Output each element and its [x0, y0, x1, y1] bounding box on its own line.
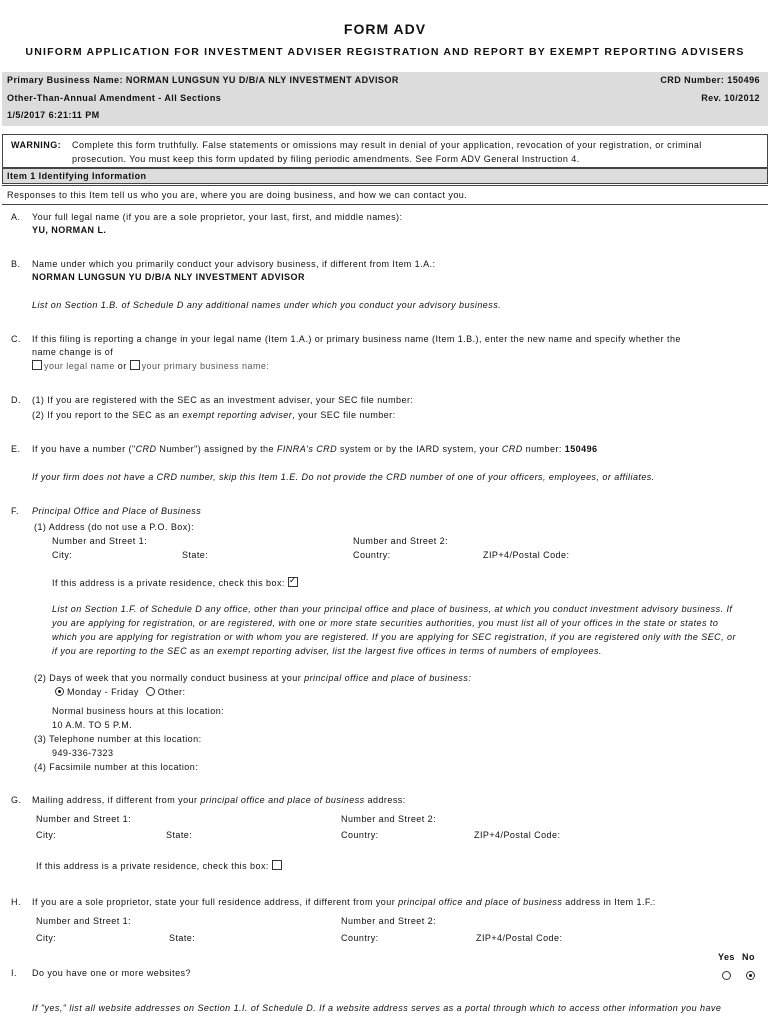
item-c-letter: C.: [11, 334, 21, 344]
business-name-value[interactable]: NORMAN LUNGSUN YU D/B/A NLY INVESTMENT ADVISOR: [32, 272, 305, 282]
item-e-text: number:: [522, 444, 565, 454]
item-e-letter: E.: [11, 444, 21, 454]
warning-label: WARNING:: [11, 140, 62, 150]
item-i-letter: I.: [11, 968, 17, 978]
days-question-text: (2) Days of week that you normally conduct business at your: [34, 673, 305, 683]
legal-name-option-label: your legal name: [44, 361, 115, 371]
item-g-suffix: address:: [364, 795, 406, 805]
item-g-question: [32, 795, 406, 805]
f-list-note-line2: you are applying for registration, or are registered, with one or more state securities authorities, you must list all of your offices in the state or states to: [52, 618, 719, 628]
item-e-text: Number") assigned by the: [156, 444, 277, 454]
item-a-letter: A.: [11, 212, 21, 222]
f-private-residence-label: If this address is a private residence, check this box:: [52, 578, 285, 588]
address-label: (1) Address (do not use a P.O. Box):: [34, 522, 195, 532]
item-a-question: Your full legal name (if you are a sole proprietor, your last, first, and middle names):: [32, 212, 403, 222]
g-country-label: Country:: [341, 830, 379, 840]
f-state-label: State:: [182, 550, 209, 560]
item-h-suffix: address in Item 1.F.:: [562, 897, 656, 907]
primary-business-name: Primary Business Name: NORMAN LUNGSUN YU D/B/A NLY INVESTMENT ADVISOR: [7, 75, 399, 85]
h-city-label: City:: [36, 933, 57, 943]
item-e-italic: CRD: [135, 444, 157, 454]
h-state-label: State:: [169, 933, 196, 943]
days-of-week-question: [34, 673, 471, 683]
item-d-line1: (1) If you are registered with the SEC as an investment adviser, your SEC file number:: [32, 395, 414, 405]
divider: [2, 204, 768, 205]
f-private-residence-checkbox[interactable]: [288, 577, 298, 587]
g-state-label: State:: [166, 830, 193, 840]
item-i-note: If "yes," list all website addresses on Section 1.I. of Schedule D. If a website address serves as a portal through which to access other information you have: [32, 1003, 722, 1013]
revision-label: Rev. 10/2012: [701, 93, 760, 103]
business-name-option-label: your primary business name:: [141, 361, 270, 371]
item-d-line2-suffix: , your SEC file number:: [292, 410, 396, 420]
legal-name-value[interactable]: YU, NORMAN L.: [32, 225, 107, 235]
checkmark-icon: ✓: [288, 575, 297, 585]
monday-friday-label: Monday - Friday: [67, 687, 139, 697]
item-h-text: If you are a sole proprietor, state your full residence address, if different from your: [32, 897, 399, 907]
item-e-note: If your firm does not have a CRD number, skip this Item 1.E. Do not provide the CRD number of one of your officers, employees, or affiliates.: [32, 472, 655, 482]
business-name-checkbox[interactable]: [130, 360, 140, 370]
yes-column-header: Yes: [718, 952, 735, 962]
f-city-label: City:: [52, 550, 73, 560]
item-c-question-line2: name change is of: [32, 347, 114, 357]
legal-name-checkbox[interactable]: [32, 360, 42, 370]
g-private-residence-label: If this address is a private residence, check this box:: [36, 861, 269, 871]
section-intro: Responses to this Item tell us who you are, where you are doing business, and how we can contact you.: [7, 190, 468, 200]
section-title: Item 1 Identifying Information: [7, 171, 147, 181]
other-days-label: Other:: [157, 687, 186, 697]
filing-datetime: 1/5/2017 6:21:11 PM: [7, 110, 100, 120]
item-g-letter: G.: [11, 795, 22, 805]
website-no-radio[interactable]: [746, 971, 758, 981]
warning-text-line1: Complete this form truthfully. False statements or omissions may result in denial of your application, revocation of your registration, or criminal: [72, 140, 702, 150]
g-street2-label: Number and Street 2:: [341, 814, 437, 824]
divider: [2, 185, 768, 186]
g-city-label: City:: [36, 830, 57, 840]
f-list-note-line4: if you are reporting to the SEC as an exempt reporting adviser, list the largest five offices in terms of numbers of employees.: [52, 646, 602, 656]
hours-label: Normal business hours at this location:: [52, 706, 225, 716]
item-h-italic: principal office and place of business: [398, 897, 563, 907]
f-street1-label: Number and Street 1:: [52, 536, 148, 546]
item-e-italic: FINRA's CRD: [276, 444, 338, 454]
item-f-heading: Principal Office and Place of Business: [32, 506, 202, 516]
item-g-text: Mailing address, if different from your: [32, 795, 201, 805]
hours-value[interactable]: 10 A.M. TO 5 P.M.: [52, 720, 133, 730]
h-street1-label: Number and Street 1:: [36, 916, 132, 926]
item-e-question: [32, 444, 598, 454]
item-h-question: [32, 897, 656, 907]
h-country-label: Country:: [341, 933, 379, 943]
item-c-question-line1: If this filing is reporting a change in your legal name (Item 1.A.) or primary business name (Item 1.B.), enter the new name and specify whether the: [32, 334, 681, 344]
g-private-residence: [36, 860, 284, 871]
f-list-note-line3: which you are applying for registration or with whom you are registered. If you are applying for SEC registration, if you are registered only with the SEC, or: [52, 632, 736, 642]
item-f-letter: F.: [11, 506, 19, 516]
f-private-residence: [52, 577, 300, 588]
f-street2-label: Number and Street 2:: [353, 536, 449, 546]
item-d-line2-italic: exempt reporting adviser: [182, 410, 293, 420]
item-h-letter: H.: [11, 897, 21, 907]
warning-text-line2: prosecution. You must keep this form updated by filing periodic amendments. See Form ADV General Instruction 4.: [72, 154, 580, 164]
item-i-question: Do you have one or more websites?: [32, 968, 191, 978]
item-d-line2-text: (2) If you report to the SEC as an: [32, 410, 183, 420]
item-g-italic: principal office and place of business: [200, 795, 365, 805]
g-private-residence-checkbox[interactable]: [272, 860, 282, 870]
f-zip-label: ZIP+4/Postal Code:: [483, 550, 570, 560]
form-subtitle: UNIFORM APPLICATION FOR INVESTMENT ADVISER REGISTRATION AND REPORT BY EXEMPT REPORTING ADVISERS: [25, 46, 745, 58]
days-options: [55, 687, 185, 697]
monday-friday-radio[interactable]: [55, 687, 64, 696]
phone-value[interactable]: 949-336-7323: [52, 748, 114, 758]
item-d-line2: [32, 410, 396, 420]
item-b-note: List on Section 1.B. of Schedule D any additional names under which you conduct your advisory business.: [32, 300, 502, 310]
item-b-question: Name under which you primarily conduct your advisory business, if different from Item 1.A.:: [32, 259, 436, 269]
form-title: FORM ADV: [343, 21, 427, 37]
other-days-radio[interactable]: [146, 687, 155, 696]
f-country-label: Country:: [353, 550, 391, 560]
crd-number-header: CRD Number: 150496: [660, 75, 760, 85]
item-d-letter: D.: [11, 395, 21, 405]
or-label: or: [117, 361, 127, 371]
name-change-options: [32, 360, 269, 371]
f-list-note-line1: List on Section 1.F. of Schedule D any office, other than your principal office and place of business, at which you conduct investment advisory business. If: [52, 604, 733, 614]
no-column-header: No: [742, 952, 755, 962]
fax-label: (4) Facsimile number at this location:: [34, 762, 199, 772]
h-street2-label: Number and Street 2:: [341, 916, 437, 926]
item-e-italic: CRD: [501, 444, 523, 454]
website-yes-radio[interactable]: [722, 971, 734, 981]
item-e-text: system or by the IARD system, your: [337, 444, 502, 454]
g-zip-label: ZIP+4/Postal Code:: [474, 830, 561, 840]
phone-label: (3) Telephone number at this location:: [34, 734, 202, 744]
item-b-letter: B.: [11, 259, 21, 269]
item-e-text: If you have a number (": [32, 444, 136, 454]
days-question-italic: principal office and place of business:: [304, 673, 472, 683]
g-street1-label: Number and Street 1:: [36, 814, 132, 824]
amendment-type: Other-Than-Annual Amendment - All Sections: [7, 93, 222, 103]
h-zip-label: ZIP+4/Postal Code:: [476, 933, 563, 943]
crd-number-value[interactable]: 150496: [564, 444, 598, 454]
